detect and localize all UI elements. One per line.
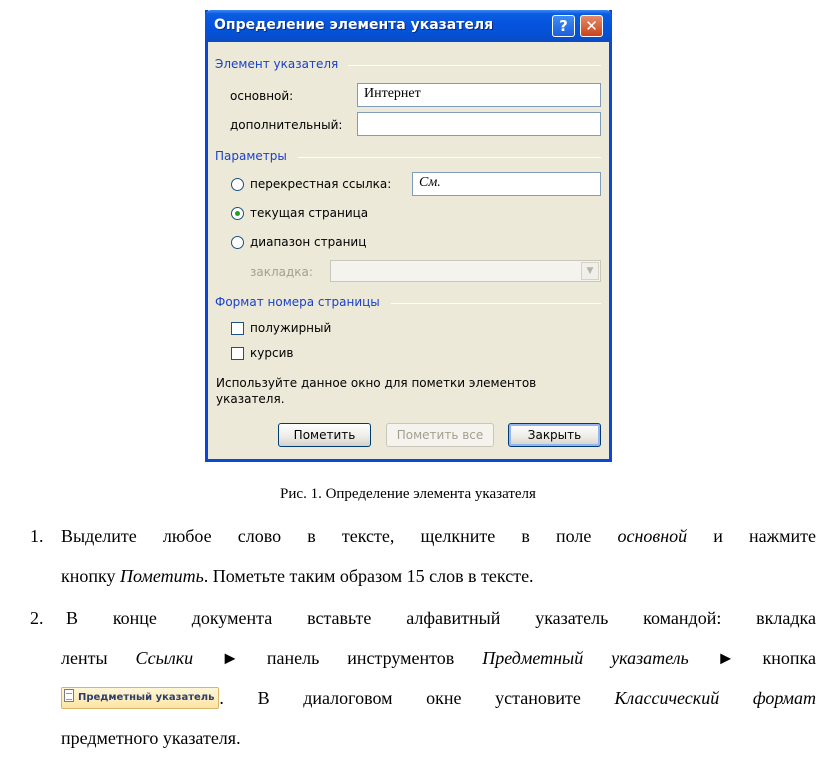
- sub-entry-label: дополнительный:: [230, 118, 343, 132]
- main-entry-label: основной:: [230, 89, 294, 103]
- bold-label: полужирный: [250, 321, 332, 335]
- bookmark-label: закладка:: [250, 265, 313, 279]
- subject-index-ribbon-button[interactable]: Предметный указатель: [61, 687, 219, 709]
- italic-label: курсив: [250, 346, 294, 360]
- help-icon: ?: [559, 16, 568, 35]
- section-options-label: Параметры: [215, 149, 287, 163]
- hint-text: Используйте данное окно для пометки элементов: [216, 376, 537, 390]
- current-page-label: текущая страница: [250, 206, 369, 220]
- dialog-close-button[interactable]: Закрыть: [508, 423, 601, 447]
- hint-text-line2: указателя.: [216, 392, 285, 406]
- help-button[interactable]: [552, 15, 575, 37]
- section-divider: [391, 303, 601, 304]
- paragraph-line: Выделите любое слово в тексте, щелкните в поле основной и нажмите: [61, 526, 816, 546]
- mark-button[interactable]: Пометить: [278, 423, 371, 447]
- index-entry-dialog: [205, 10, 612, 462]
- document-icon: [64, 689, 74, 702]
- main-entry-input[interactable]: Интернет: [357, 83, 601, 107]
- section-divider: [348, 65, 601, 66]
- paragraph-line: ленты Ссылки ► панель инструментов Предметный указатель ► кнопка: [61, 648, 816, 668]
- italic-checkbox[interactable]: [231, 347, 244, 360]
- dialog-title: Определение элемента указателя: [214, 17, 494, 33]
- cross-ref-input[interactable]: См.: [412, 172, 601, 196]
- close-button[interactable]: [580, 15, 603, 37]
- cross-ref-radio[interactable]: [231, 178, 244, 191]
- paragraph-line: Предметный указатель . В диалоговом окне установите Классический формат: [61, 678, 816, 718]
- close-icon: ✕: [585, 16, 598, 35]
- list-number: 1.: [30, 526, 44, 546]
- bold-checkbox[interactable]: [231, 322, 244, 335]
- paragraph-line: предметного указателя.: [61, 728, 241, 748]
- chevron-down-icon[interactable]: ▼: [581, 262, 599, 280]
- sub-entry-input[interactable]: [357, 112, 601, 136]
- cross-ref-label: перекрестная ссылка:: [250, 177, 392, 191]
- dialog-titlebar[interactable]: [205, 10, 612, 42]
- section-entry-label: Элемент указателя: [215, 57, 339, 71]
- current-page-radio[interactable]: [231, 207, 244, 220]
- paragraph-line: В конце документа вставьте алфавитный указатель командой: вкладка: [66, 608, 816, 628]
- page-range-radio[interactable]: [231, 236, 244, 249]
- section-divider: [298, 157, 601, 158]
- list-number: 2.: [30, 608, 44, 628]
- figure-caption: Рис. 1. Определение элемента указателя: [280, 486, 536, 502]
- bookmark-select[interactable]: [330, 260, 601, 282]
- paragraph-line: кнопку Пометить. Пометьте таким образом 15 слов в тексте.: [61, 566, 534, 586]
- mark-all-button[interactable]: Пометить все: [386, 423, 494, 447]
- page-range-label: диапазон страниц: [250, 235, 367, 249]
- section-format-label: Формат номера страницы: [215, 295, 380, 309]
